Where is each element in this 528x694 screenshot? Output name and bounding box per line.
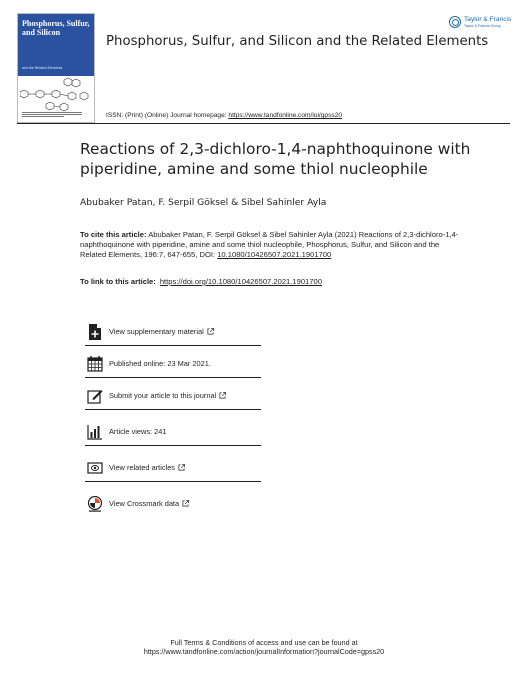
published-online-label: Published online: 23 Mar 2021. bbox=[109, 359, 211, 368]
cover-subtitle: and the Related Elements bbox=[22, 66, 63, 70]
article-title: Reactions of 2,3-dichloro-1,4-naphthoquinone with piperidine, amine and some thiol nucleophile bbox=[80, 140, 471, 178]
article-link-line bbox=[80, 277, 322, 286]
link-label: To link to this article: bbox=[80, 277, 156, 286]
journal-title[interactable]: Phosphorus, Sulfur, and Silicon and the Related Elements bbox=[106, 34, 489, 49]
crossmark-icon bbox=[87, 496, 103, 512]
issn-homepage-line bbox=[106, 112, 342, 119]
cover-structures-image bbox=[20, 76, 92, 112]
published-online-row bbox=[85, 348, 261, 378]
terms-line: Full Terms & Conditions of access and use can be found at bbox=[170, 638, 358, 647]
citation-block bbox=[80, 230, 460, 261]
publisher-logo-tagline: Taylor & Francis Group bbox=[464, 24, 501, 28]
issn-text: ISSN: (Print) (Online) Journal homepage: bbox=[106, 112, 229, 119]
view-related-articles-label: View related articles bbox=[109, 463, 175, 472]
external-link-icon bbox=[207, 328, 214, 335]
cover-footer-lines bbox=[22, 112, 82, 118]
view-supplementary-material-row[interactable] bbox=[85, 316, 261, 346]
external-link-icon bbox=[178, 464, 185, 471]
edit-icon bbox=[87, 388, 103, 404]
supplementary-file-icon bbox=[87, 324, 103, 340]
article-views-label: Article views: 241 bbox=[109, 427, 167, 436]
journal-homepage-link[interactable]: https://www.tandfonline.com/loi/gpss20 bbox=[228, 112, 343, 119]
terms-footer bbox=[0, 638, 528, 657]
cite-label: To cite this article: bbox=[80, 230, 147, 239]
related-articles-icon bbox=[87, 460, 103, 476]
publisher-logo-name: Taylor & Francis bbox=[464, 16, 512, 23]
row-divider bbox=[85, 481, 261, 482]
view-crossmark-data-label: View Crossmark data bbox=[109, 499, 180, 508]
external-link-icon bbox=[182, 500, 189, 507]
publisher-logo[interactable] bbox=[449, 14, 519, 34]
terms-url[interactable]: https://www.tandfonline.com/action/journalInformation?journalCode=gpss20 bbox=[143, 647, 385, 657]
citation-doi-link[interactable]: 10.1080/10426507.2021.1901700 bbox=[217, 250, 332, 260]
row-divider bbox=[85, 409, 261, 410]
external-link-icon bbox=[219, 392, 226, 399]
view-supplementary-material-label: View supplementary material bbox=[109, 327, 204, 336]
journal-cover-thumbnail[interactable] bbox=[17, 13, 95, 123]
view-crossmark-data-row[interactable] bbox=[85, 488, 261, 518]
view-related-articles-row[interactable] bbox=[85, 452, 261, 482]
row-divider bbox=[85, 445, 261, 446]
header-divider bbox=[17, 123, 510, 124]
cover-title: Phosphorus, Sulfur, and Silicon bbox=[22, 19, 90, 37]
citation-text: Abubaker Patan, F. Serpil Göksel & Sibel Sahinler Ayla (2021) Reactions of 2,3-dichloro-1,4-naphthoquinone with piperidine, amine and some thiol nucleophile, Phosphorus, Sulfur, and Silicon and the Related Elements, 196:7, 647-655, DOI: bbox=[80, 230, 459, 260]
article-doi-link[interactable]: https://doi.org/10.1080/10426507.2021.1901700 bbox=[159, 277, 322, 286]
calendar-icon bbox=[87, 356, 103, 372]
submit-article-row[interactable] bbox=[85, 380, 261, 410]
submit-article-label: Submit your article to this journal bbox=[109, 391, 217, 400]
row-divider bbox=[85, 377, 261, 378]
cover-band bbox=[18, 14, 94, 76]
article-views-row bbox=[85, 416, 261, 446]
row-divider bbox=[85, 345, 261, 346]
bar-chart-icon bbox=[87, 424, 103, 440]
article-authors: Abubaker Patan, F. Serpil Göksel & Sibel Sahinler Ayla bbox=[80, 197, 327, 208]
taylor-francis-logo-icon bbox=[449, 16, 461, 28]
